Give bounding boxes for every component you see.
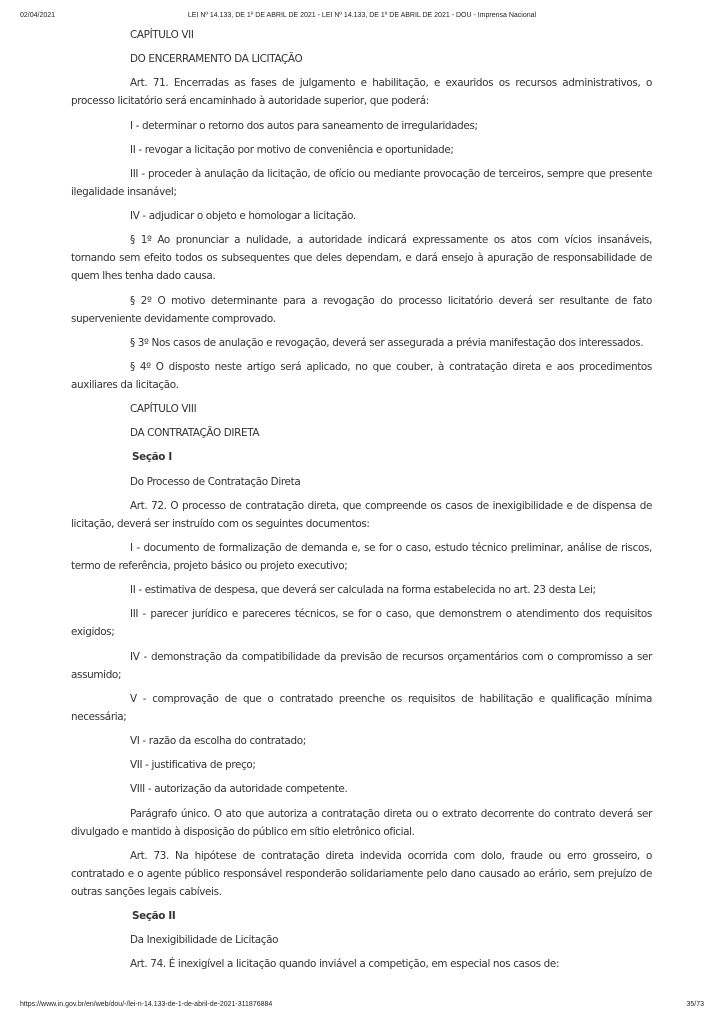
paragraph: III - proceder à anulação da licitação, de ofício ou mediante provocação de terceiros, sempre que presente ilegalidade insanável; <box>71 167 652 198</box>
paragraph: § 1º Ao pronunciar a nulidade, a autoridade indicará expressamente os atos com vícios insanáveis, tornando sem efeito todos os subsequentes que deles dependam, e dará ensejo à apuração de responsabilidade de quem lhes tenha dado causa. <box>71 234 652 283</box>
print-date: 02/04/2021 <box>20 12 56 19</box>
paragraph: I - documento de formalização de demanda e, se for o caso, estudo técnico preliminar, análise de riscos, termo de referência, projeto básico ou projeto executivo; <box>71 542 652 572</box>
paragraph: II - estimativa de despesa, que deverá ser calculada na forma estabelecida no art. 23 desta Lei; <box>130 584 596 597</box>
document-body <box>71 26 652 979</box>
paragraph: VII - justificativa de preço; <box>130 759 256 772</box>
paragraph: II - revogar a licitação por motivo de conveniência e oportunidade; <box>130 143 454 156</box>
paragraph: § 3º Nos casos de anulação e revogação, deverá ser assegurada a prévia manifestação dos interessados. <box>130 336 644 349</box>
heading: DO ENCERRAMENTO DA LICITAÇÃO <box>130 53 303 66</box>
print-header-title: LEI Nº 14.133, DE 1º DE ABRIL DE 2021 - LEI Nº 14.133, DE 1º DE ABRIL DE 2021 - DOU - Imprensa Nacional <box>187 12 537 19</box>
heading: Do Processo de Contratação Direta <box>130 475 301 488</box>
paragraph: V - comprovação de que o contratado preenche os requisitos de habilitação e qualificação mínima necessária; <box>71 692 652 723</box>
paragraph: § 4º O disposto neste artigo será aplicado, no que couber, à contratação direta e aos procedimentos auxiliares da licitação. <box>71 360 652 391</box>
page-number: 35/73 <box>686 1001 704 1008</box>
paragraph: Art. 71. Encerradas as fases de julgamento e habilitação, e exauridos os recursos administrativos, o processo licitatório será encaminhado à autoridade superior, que poderá: <box>71 77 652 108</box>
paragraph: Art. 73. Na hipótese de contratação direta indevida ocorrida com dolo, fraude ou erro grosseiro, o contratado e o agente público responsável responderão solidariamente pelo dano causado ao erário, sem prejuízo de outras sanções legais cabíveis. <box>71 849 652 898</box>
section-title: Seção II <box>132 909 176 922</box>
heading: CAPÍTULO VII <box>130 29 194 41</box>
heading: Da Inexigibilidade de Licitação <box>130 934 279 947</box>
paragraph: IV - adjudicar o objeto e homologar a licitação. <box>130 210 356 223</box>
print-footer-url: https://www.in.gov.br/en/web/dou/-/lei-n-14.133-de-1-de-abril-de-2021-311876884 <box>20 1001 273 1008</box>
section-title: Seção I <box>132 451 172 464</box>
paragraph: VI - razão da escolha do contratado; <box>130 734 306 747</box>
paragraph: III - parecer jurídico e pareceres técnicos, se for o caso, que demonstrem o atendimento dos requisitos exigidos; <box>71 608 652 639</box>
paragraph: VIII - autorização da autoridade competente. <box>130 783 348 796</box>
paragraph: I - determinar o retorno dos autos para saneamento de irregularidades; <box>130 119 478 132</box>
paragraph: Art. 74. É inexigível a licitação quando inviável a competição, em especial nos casos de: <box>130 958 560 971</box>
paragraph: § 2º O motivo determinante para a revogação do processo licitatório deverá ser resultante de fato superveniente devidamente comprovado. <box>71 294 652 325</box>
paragraph: IV - demonstração da compatibilidade da previsão de recursos orçamentários com o compromisso a ser assumido; <box>71 650 652 681</box>
paragraph: Parágrafo único. O ato que autoriza a contratação direta ou o extrato decorrente do contrato deverá ser divulgado e mantido à disposição do público em sítio eletrônico oficial. <box>71 807 652 838</box>
heading: DA CONTRATAÇÃO DIRETA <box>130 427 260 440</box>
heading: CAPÍTULO VIII <box>130 403 197 416</box>
paragraph: Art. 72. O processo de contratação direta, que compreende os casos de inexigibilidade e de dispensa de licitação, deverá ser instruído com os seguintes documentos: <box>71 499 652 530</box>
